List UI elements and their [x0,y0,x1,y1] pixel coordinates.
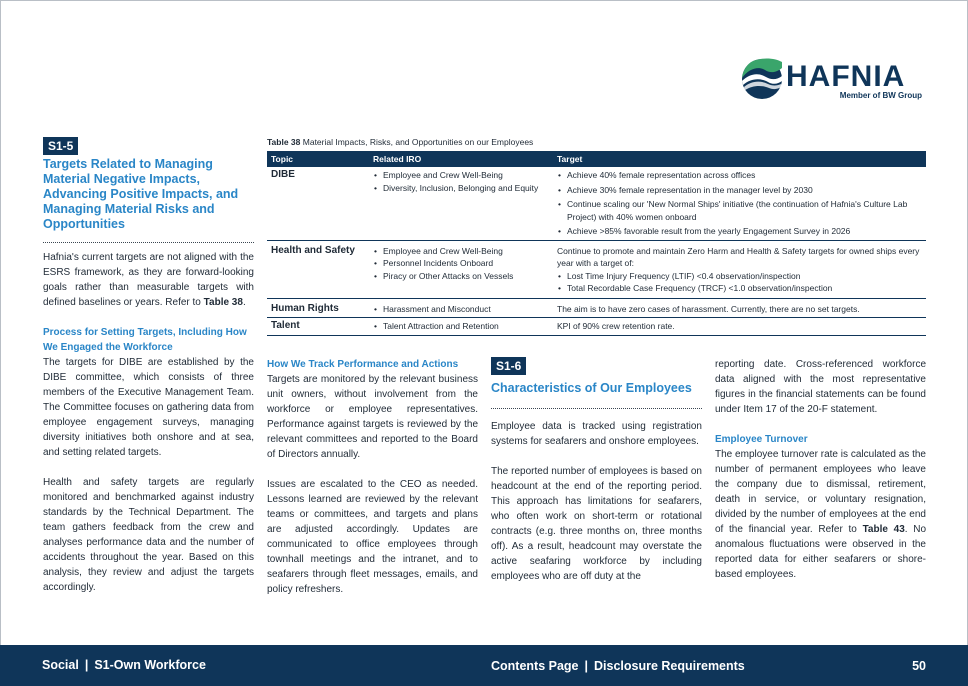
turnover-paragraph [715,447,926,582]
hafnia-logo [741,58,926,104]
table-row [267,167,926,240]
tracking-heading: How We Track Performance and Actions [267,359,459,370]
tracking-section [267,357,478,597]
target-item: • Continue scaling our 'New Normal Ships' initiative (the continuation of Hafnia's Culture Lab Project) with 40% women onboard [557,198,922,223]
table-caption-text: Material Impacts, Risks, and Opportunities on our Employees [302,137,534,147]
divider [491,408,702,409]
table-caption-label: Table 38 [267,137,301,147]
row-topic: DIBE [267,167,369,240]
row-target [553,167,926,240]
footer-navigation: Contents Page | Disclosure Requirements [491,659,745,673]
iro-item: • Employee and Crew Well-Being [373,169,549,181]
footer-bar [0,645,968,686]
row-topic: Human Rights [267,298,369,317]
s1-5-title: Targets Related to Managing Material Negative Impacts, Advancing Positive Impacts, and Managing Material Risks and Opportunities [43,157,239,231]
material-impacts-table [267,151,926,336]
hafnia-wave-icon [741,58,783,100]
table-row [267,298,926,317]
process-heading: Process for Setting Targets, Including How We Engaged the Workforce [43,327,247,353]
s1-5-badge: S1-5 [43,137,78,155]
tracking-paragraph-1: Targets are monitored by the relevant business unit owners, without involvement from the workforce or employee representatives. Performance against targets is reviewed by the relevant committees and reported to the Board of Directors annually. [267,374,478,460]
disclosure-requirements-link[interactable]: Disclosure Requirements [594,659,745,673]
iro-item: • Employee and Crew Well-Being [373,245,549,257]
process-paragraph-1: The targets for DIBE are established by the DIBE committee, which consists of three members of the Executive Management Team. The Committee focuses on gathering data from employee engagement surveys, managing diversity initiatives both onshore and at sea, and setting related targets. [43,357,254,458]
row-iro [369,298,553,317]
s1-6-title: Characteristics of Our Employees [491,381,692,395]
section-s1-6 [491,357,702,584]
intro-end: . [242,297,246,308]
row-topic: Talent [267,318,369,335]
iro-item: • Piracy or Other Attacks on Vessels [373,270,549,282]
table-row [267,240,926,298]
s1-6-paragraph-3: reporting date. Cross-referenced workforce data aligned with the most representative figures in the financial statements can be found under Item 17 of the 20-F statement. [715,359,926,415]
footer-subsection-link[interactable]: S1-Own Workforce [94,658,206,672]
iro-item: • Personnel Incidents Onboard [373,257,549,269]
turnover-end: . No anomalous fluctuations were observed in the reported data for either seafarers or shore-based employees. [715,524,927,580]
s1-6-paragraph-2: The reported number of employees is based on headcount at the end of the reporting period. This approach has limitations for seafarers, who often work on short-term or rotational contracts (e.g. three months on, three months off). As a result, headcount may overstate the active seafaring workforce by including employees who are off duty at the [491,466,702,582]
s1-6-paragraph-1: Employee data is tracked using registration systems for seafarers and onshore employees. [491,421,702,447]
footer-section-link[interactable]: Social [42,658,79,672]
iro-item: • Talent Attraction and Retention [373,320,549,332]
table-header-row [267,151,926,167]
s1-6-continued [715,357,926,582]
turnover-heading: Employee Turnover [715,434,808,445]
target-item: • Lost Time Injury Frequency (LTIF) <0.4 observation/inspection [557,270,922,282]
process-paragraph-2: Health and safety targets are regularly monitored and benchmarked against industry standards by the Technical Department. The team gathers feedback from the crew and analyses performance data and the number of accidents throughout the year. Based on this analysis, they review and adjust the targets accordingly. [43,477,254,593]
divider [43,242,254,243]
logo-wordmark: HAFNIA [786,60,906,93]
section-s1-5 [43,137,254,595]
table-row [267,318,926,335]
contents-page-link[interactable]: Contents Page [491,659,579,673]
header-topic: Topic [267,151,369,167]
row-topic: Health and Safety [267,240,369,298]
turnover-text: The employee turnover rate is calculated as the number of permanent employees who leave the company due to dismissal, retirement, death in service, or voluntary resignation, divided by the number of employees at the end of the financial year. Refer to [715,449,926,535]
target-item: • Achieve >85% favorable result from the yearly Engagement Survey in 2026 [557,225,922,237]
target-intro: Continue to promote and maintain Zero Harm and Health & Safety targets for owned ships every year with a target of: [557,245,920,269]
header-related-iro: Related IRO [369,151,553,167]
s1-5-intro [43,250,254,310]
header-target: Target [553,151,926,167]
s1-6-badge: S1-6 [491,357,526,375]
iro-item: • Diversity, Inclusion, Belonging and Equity [373,182,549,194]
table-caption [267,137,533,147]
logo-subtitle: Member of BW Group [839,91,922,100]
row-target: KPI of 90% crew retention rate. [553,318,926,335]
target-item: • Achieve 30% female representation in the manager level by 2030 [557,184,922,196]
row-iro [369,318,553,335]
row-iro [369,167,553,240]
intro-text: Hafnia's current targets are not aligned with the ESRS framework, as they are forward-looking goals rather than measurable targets with defined baselines or years. Refer to [43,252,254,308]
table-43-link[interactable]: Table 43 [862,524,905,535]
target-item: • Achieve 40% female representation across offices [557,169,922,181]
target-item: • Total Recordable Case Frequency (TRCF) <1.0 observation/inspection [557,282,922,294]
table-38-link[interactable]: Table 38 [203,297,243,308]
iro-item: • Harassment and Misconduct [373,303,549,315]
row-target: The aim is to have zero cases of harassment. Currently, there are no set targets. [553,298,926,317]
tracking-paragraph-2: Issues are escalated to the CEO as needed. Lessons learned are reviewed by the relevant teams or committees, and targets and plans are adjusted accordingly. Updates are communicated to office employees through townhall meetings and the intranet, and to seafarers through fleet messages, emails, and policy refreshers. [267,479,478,595]
row-target [553,240,926,298]
row-iro [369,240,553,298]
footer-breadcrumb: Social | S1-Own Workforce [42,658,206,672]
page-number: 50 [912,659,926,673]
